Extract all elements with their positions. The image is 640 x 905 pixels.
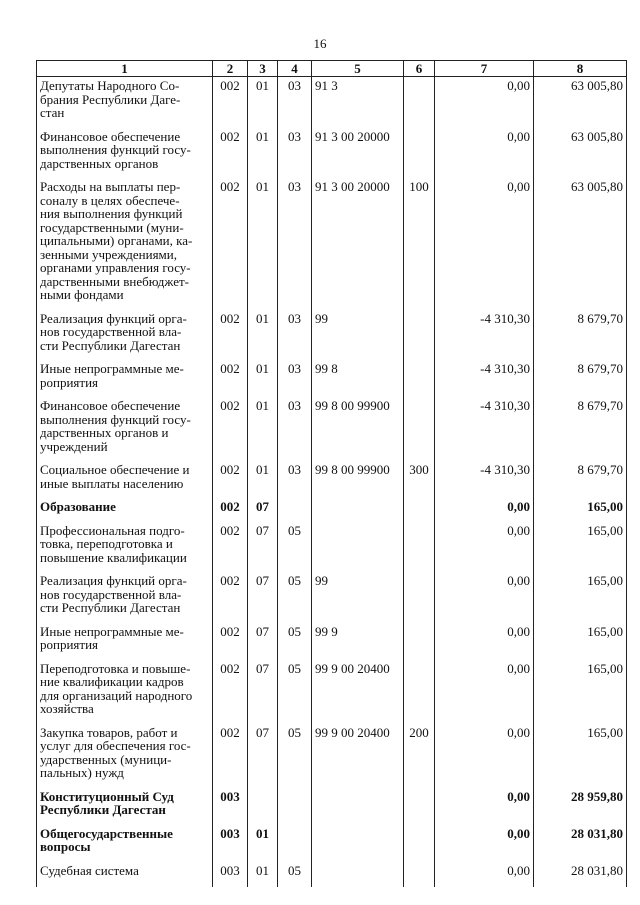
row-code-target: 99 9 00 20400 [312, 662, 404, 726]
row-name: Судебная система [37, 864, 213, 888]
row-code-ministry: 002 [213, 625, 248, 662]
row-code-section: 01 [248, 77, 278, 130]
row-code-section: 01 [248, 827, 278, 864]
row-code-section: 07 [248, 500, 278, 524]
row-amount-change: 0,00 [435, 574, 534, 625]
row-amount-change: -4 310,30 [435, 312, 534, 363]
row-code-section: 01 [248, 312, 278, 363]
row-code-subsection: 03 [278, 399, 312, 463]
row-code-subsection: 03 [278, 362, 312, 399]
row-code-section: 01 [248, 180, 278, 312]
row-amount-change: 0,00 [435, 827, 534, 864]
row-code-section: 01 [248, 463, 278, 500]
row-code-ministry: 002 [213, 726, 248, 790]
table-row [37, 524, 627, 575]
row-code-subsection: 05 [278, 726, 312, 790]
row-amount-change: 0,00 [435, 524, 534, 575]
row-code-target: 91 3 00 20000 [312, 180, 404, 312]
row-amount-total: 63 005,80 [534, 77, 627, 130]
row-code-expense [404, 574, 435, 625]
row-code-section [248, 790, 278, 827]
row-name: Реализация функций орга- нов государственной вла- сти Республики Дагестан [37, 574, 213, 625]
row-amount-total: 28 031,80 [534, 827, 627, 864]
row-amount-change: -4 310,30 [435, 463, 534, 500]
row-amount-total: 28 959,80 [534, 790, 627, 827]
row-code-expense [404, 77, 435, 130]
row-code-subsection: 03 [278, 312, 312, 363]
row-code-section: 07 [248, 662, 278, 726]
row-code-target: 99 8 00 99900 [312, 399, 404, 463]
row-name: Иные непрограммные ме- роприятия [37, 625, 213, 662]
row-name: Социальное обеспечение и иные выплаты населению [37, 463, 213, 500]
table-row [37, 827, 627, 864]
row-code-expense [404, 524, 435, 575]
row-code-target: 99 8 00 99900 [312, 463, 404, 500]
row-amount-total: 63 005,80 [534, 180, 627, 312]
row-code-expense [404, 362, 435, 399]
row-code-section: 01 [248, 399, 278, 463]
row-name: Реализация функций орга- нов государственной вла- сти Республики Дагестан [37, 312, 213, 363]
table-header-row [37, 61, 627, 77]
row-code-expense [404, 625, 435, 662]
row-code-expense: 300 [404, 463, 435, 500]
table-row [37, 312, 627, 363]
row-name: Расходы на выплаты пер- соналу в целях обеспече- ния выполнения функций государственными (муни- ципальными) органами, ка- зенными учреждениями, органами управления госу- дарственными внебюджет- ными фондами [37, 180, 213, 312]
row-amount-change: 0,00 [435, 130, 534, 181]
row-code-section: 07 [248, 524, 278, 575]
row-code-expense [404, 662, 435, 726]
row-code-ministry: 002 [213, 362, 248, 399]
table-row [37, 463, 627, 500]
table-row [37, 574, 627, 625]
row-code-subsection: 03 [278, 463, 312, 500]
row-code-subsection: 03 [278, 130, 312, 181]
row-code-subsection [278, 790, 312, 827]
row-code-subsection: 05 [278, 524, 312, 575]
row-code-target: 99 8 [312, 362, 404, 399]
row-amount-change: -4 310,30 [435, 362, 534, 399]
row-amount-total: 8 679,70 [534, 463, 627, 500]
row-code-subsection: 03 [278, 77, 312, 130]
row-code-expense [404, 312, 435, 363]
row-name: Конституционный Суд Республики Дагестан [37, 790, 213, 827]
row-code-subsection: 03 [278, 180, 312, 312]
row-amount-change: 0,00 [435, 726, 534, 790]
row-code-expense [404, 130, 435, 181]
row-amount-change: 0,00 [435, 790, 534, 827]
row-code-target: 99 [312, 574, 404, 625]
row-code-ministry: 002 [213, 77, 248, 130]
row-code-ministry: 002 [213, 500, 248, 524]
table-row [37, 362, 627, 399]
row-code-section: 07 [248, 726, 278, 790]
row-code-target: 91 3 00 20000 [312, 130, 404, 181]
row-name: Финансовое обеспечение выполнения функций госу- дарственных органов [37, 130, 213, 181]
row-code-ministry: 002 [213, 662, 248, 726]
row-code-subsection: 05 [278, 574, 312, 625]
row-amount-total: 165,00 [534, 524, 627, 575]
row-code-expense [404, 827, 435, 864]
row-amount-change: 0,00 [435, 500, 534, 524]
row-code-ministry: 003 [213, 864, 248, 888]
row-code-target [312, 790, 404, 827]
column-header: 5 [312, 61, 404, 77]
row-code-ministry: 002 [213, 524, 248, 575]
row-name: Депутаты Народного Со- брания Республики Даге- стан [37, 77, 213, 130]
row-amount-total: 165,00 [534, 726, 627, 790]
row-name: Профессиональная подго- товка, переподготовка и повышение квалификации [37, 524, 213, 575]
row-code-expense: 100 [404, 180, 435, 312]
row-amount-total: 8 679,70 [534, 362, 627, 399]
row-name: Образование [37, 500, 213, 524]
row-code-subsection [278, 500, 312, 524]
row-amount-total: 8 679,70 [534, 399, 627, 463]
row-code-ministry: 002 [213, 180, 248, 312]
column-header: 7 [435, 61, 534, 77]
row-name: Переподготовка и повыше- ние квалификации кадров для организаций народного хозяйства [37, 662, 213, 726]
row-amount-total: 63 005,80 [534, 130, 627, 181]
row-code-section: 07 [248, 574, 278, 625]
table-row [37, 180, 627, 312]
row-code-expense [404, 500, 435, 524]
row-code-section: 01 [248, 362, 278, 399]
row-code-ministry: 002 [213, 463, 248, 500]
column-header: 4 [278, 61, 312, 77]
page-number: 16 [313, 36, 327, 51]
row-code-expense [404, 790, 435, 827]
table-row [37, 130, 627, 181]
table-row [37, 864, 627, 888]
row-amount-total: 165,00 [534, 662, 627, 726]
row-name: Закупка товаров, работ и услуг для обеспечения гос- ударственных (муници- пальных) нужд [37, 726, 213, 790]
column-header: 2 [213, 61, 248, 77]
row-amount-change: 0,00 [435, 625, 534, 662]
row-code-expense: 200 [404, 726, 435, 790]
column-header: 3 [248, 61, 278, 77]
table-row [37, 662, 627, 726]
row-code-ministry: 002 [213, 130, 248, 181]
row-code-target [312, 500, 404, 524]
row-name: Иные непрограммные ме- роприятия [37, 362, 213, 399]
row-amount-total: 28 031,80 [534, 864, 627, 888]
column-header: 6 [404, 61, 435, 77]
row-code-expense [404, 864, 435, 888]
table-row [37, 500, 627, 524]
row-code-target: 91 3 [312, 77, 404, 130]
row-code-target [312, 864, 404, 888]
row-code-section: 07 [248, 625, 278, 662]
row-code-ministry: 002 [213, 312, 248, 363]
row-code-ministry: 003 [213, 827, 248, 864]
row-amount-total: 165,00 [534, 574, 627, 625]
table-row [37, 790, 627, 827]
row-code-ministry: 003 [213, 790, 248, 827]
row-code-subsection: 05 [278, 662, 312, 726]
table-row [37, 77, 627, 130]
row-code-ministry: 002 [213, 399, 248, 463]
row-amount-change: 0,00 [435, 662, 534, 726]
row-name: Финансовое обеспечение выполнения функций госу- дарственных органов и учреждений [37, 399, 213, 463]
row-code-target [312, 827, 404, 864]
row-code-section: 01 [248, 864, 278, 888]
row-amount-change: 0,00 [435, 864, 534, 888]
row-code-target [312, 524, 404, 575]
table-body [37, 77, 627, 888]
row-code-ministry: 002 [213, 574, 248, 625]
table-row [37, 625, 627, 662]
row-code-subsection: 05 [278, 625, 312, 662]
row-code-section: 01 [248, 130, 278, 181]
row-amount-change: 0,00 [435, 77, 534, 130]
row-code-expense [404, 399, 435, 463]
row-code-subsection: 05 [278, 864, 312, 888]
row-code-subsection [278, 827, 312, 864]
table-row [37, 726, 627, 790]
row-code-target: 99 9 [312, 625, 404, 662]
column-header: 1 [37, 61, 213, 77]
row-amount-total: 8 679,70 [534, 312, 627, 363]
table-row [37, 399, 627, 463]
column-header: 8 [534, 61, 627, 77]
budget-table [36, 60, 627, 888]
row-amount-total: 165,00 [534, 500, 627, 524]
row-code-target: 99 [312, 312, 404, 363]
row-amount-change: -4 310,30 [435, 399, 534, 463]
row-code-target: 99 9 00 20400 [312, 726, 404, 790]
row-name: Общегосударственные вопросы [37, 827, 213, 864]
row-amount-total: 165,00 [534, 625, 627, 662]
row-amount-change: 0,00 [435, 180, 534, 312]
